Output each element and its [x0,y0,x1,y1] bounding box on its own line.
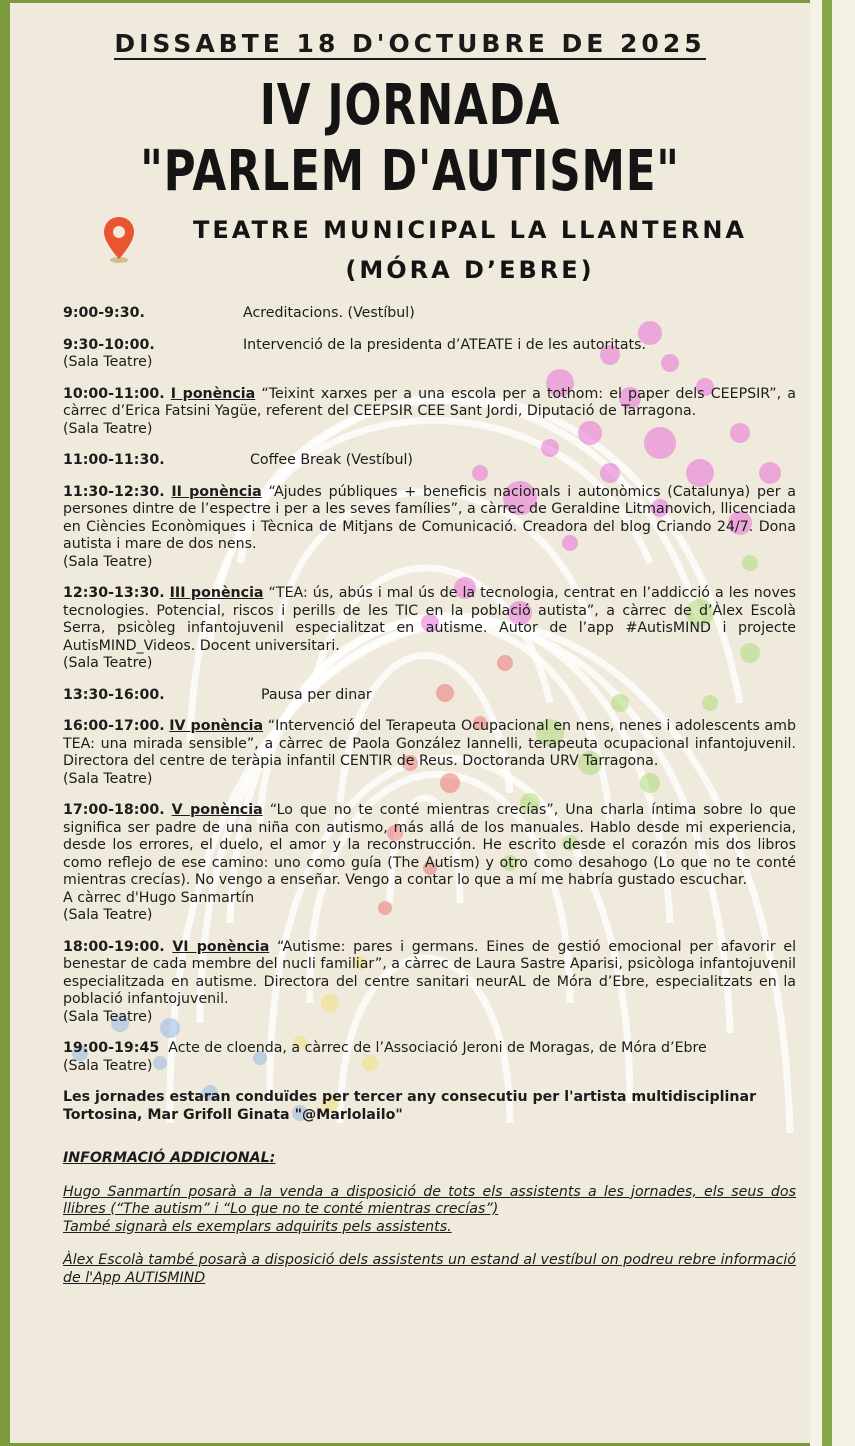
program-item [63,687,796,705]
program-item [63,802,796,925]
item-label: I ponència [170,385,256,402]
info-line: També signarà els exemplars adquirits pels assistents. [63,1218,452,1235]
additional-info-paragraph: Àlex Escolà també posarà a disposició dels assistents un estand al vestíbul on podreu rebre informació de l'App AUTISMIND [63,1252,796,1286]
item-text: Pausa per dinar [261,686,372,703]
event-date-text: DISSABTE 18 D'OCTUBRE DE 2025 [114,29,706,58]
item-text: Acte de cloenda, a càrrec de l’Associació Jeroni de Moragas, de Móra d’Ebre [168,1040,707,1056]
item-time: 16:00-17:00. [63,718,165,734]
item-text: “Ajudes públiques + beneficis nacionals i autonòmics (Catalunya) per a persones dintre de l’espectre i per a les seves famílies”, a càrrec de Geraldine Litmanovich, llicenciada en Ciències Econòmiques i Tècnica de Mitjans de Comunicació. Creadora del blog Criando 24/7. Dona autista i mare de dos nens. [63,483,797,552]
location-pin-icon [102,215,136,265]
item-room: (Sala Teatre) [63,655,153,671]
item-text: Acreditacions. (Vestíbul) [243,305,415,321]
event-poster [10,3,810,1443]
program-list [63,305,796,1303]
item-room: (Sala Teatre) [63,907,153,923]
item-time: 12:30-13:30. [63,585,165,601]
additional-info-paragraph [63,1184,796,1237]
item-time: 18:00-19:00. [63,938,165,955]
info-line: Hugo Sanmartín posarà a la venda a disposició de tots els assistents a les jornades, els seus dos llibres (“The autism” i “Lo que no te conté mientras crecías”) [63,1183,796,1217]
item-room: (Sala Teatre) [63,1057,153,1074]
venue-name: TEATRE MUNICIPAL LA LLANTERNA [193,216,747,244]
item-text: “Autisme: pares i germans. Eines de gestió emocional per afavorir el benestar de cada membre del nucli familiar”, a càrrec de Laura Sastre Aparisi, psicòloga infantojuvenil especialitzada en autisme. Directora del centre sanitari neurAL de Móra d’Ebre, especialitzats en la població infantojuvenil. [63,938,797,1007]
program-item [63,386,796,439]
green-border-bar [822,0,832,1446]
item-time: 11:00-11:30. [63,452,165,468]
item-time: 10:00-11:00. [63,385,165,402]
item-time: 19:00-19:45 [63,1040,160,1056]
item-time: 17:00-18:00. [63,802,165,818]
program-item [63,1040,796,1075]
item-label: V ponència [171,802,263,818]
program-item [63,585,796,673]
venue-town: (MÓRA D’EBRE) [345,256,595,284]
event-title-line2: "PARLEM D'AUTISME" [140,139,680,204]
item-text: “Lo que no te conté mientras crecías”, Una charla íntima sobre lo que significa ser padre de una niña con autismo, más allá de los manuales. Hablo desde mi experiencia, desde los errores, el duelo, el amor y la reconstrucción. He escrito desde el corazón mis dos libros como reflejo de ese camino: uno como guía (The Autism) y otro como desahogo (Lo que no te conté mientras crecías). No vengo a enseñar. Vengo a contar lo que a mí me habría gustado escuchar. [63,802,796,888]
item-byline: A càrrec d'Hugo Sanmartín [63,889,255,906]
item-time: 13:30-16:00. [63,686,165,703]
item-time: 9:30-10:00. [63,336,155,353]
event-date [10,29,810,58]
item-time: 11:30-12:30. [63,483,165,500]
item-room: (Sala Teatre) [63,553,153,570]
item-text: Intervenció de la presidenta d’ATEATE i de les autoritats. [243,336,647,353]
program-item [63,718,796,788]
additional-info-title: INFORMACIÓ ADDICIONAL: [63,1150,276,1166]
item-label: IV ponència [169,718,264,734]
item-text: “TEA: ús, abús i mal ús de la tecnologia, centrat en l’addicció a les noves tecnologies. Potencial, riscos i perills de les TIC en la població autista”, a càrrec de d’Àlex Escolà Serra, psicòleg infantojuvenil especialitzat en autisme. Autor de l’app #AutisMIND i projecte AutisMIND_Videos. Docent universitari. [63,585,796,654]
program-item [63,452,796,470]
item-room: (Sala Teatre) [63,354,153,370]
closing-note: Les jornades estaran conduïdes per tercer any consecutiu per l'artista multidisciplinar Tortosina, Mar Grifoll Ginata "@Marlolailo" [63,1089,757,1123]
item-room: (Sala Teatre) [63,1008,153,1025]
item-room: (Sala Teatre) [63,770,153,787]
program-item [63,305,796,323]
program-item [63,337,796,372]
event-title-line1: IV JORNADA [259,73,561,138]
item-label: VI ponència [172,938,270,955]
program-item [63,484,796,572]
item-text: “Intervenció del Terapeuta Ocupacional en nens, nenes i adolescents amb TEA: una mirada sensible”, a càrrec de Paola González Iannelli, terapeuta ocupacional infantojuvenil. Directora del centre de teràpia infantil CENTIR de Reus. Doctoranda URV Tarragona. [63,718,796,769]
item-label: II ponència [171,483,262,500]
item-label: III ponència [169,585,264,601]
item-time: 9:00-9:30. [63,305,145,321]
item-text: “Teixint xarxes per a una escola per a tothom: el paper dels CEEPSIR”, a càrrec d’Erica Fatsini Yagüe, referent del CEEPSIR CEE Sant Jordi, Diputació de Tarragona. [63,385,796,419]
item-text: Coffee Break (Vestíbul) [250,452,413,468]
program-item [63,939,796,1027]
right-border-strip [810,0,855,1446]
item-room: (Sala Teatre) [63,420,153,437]
